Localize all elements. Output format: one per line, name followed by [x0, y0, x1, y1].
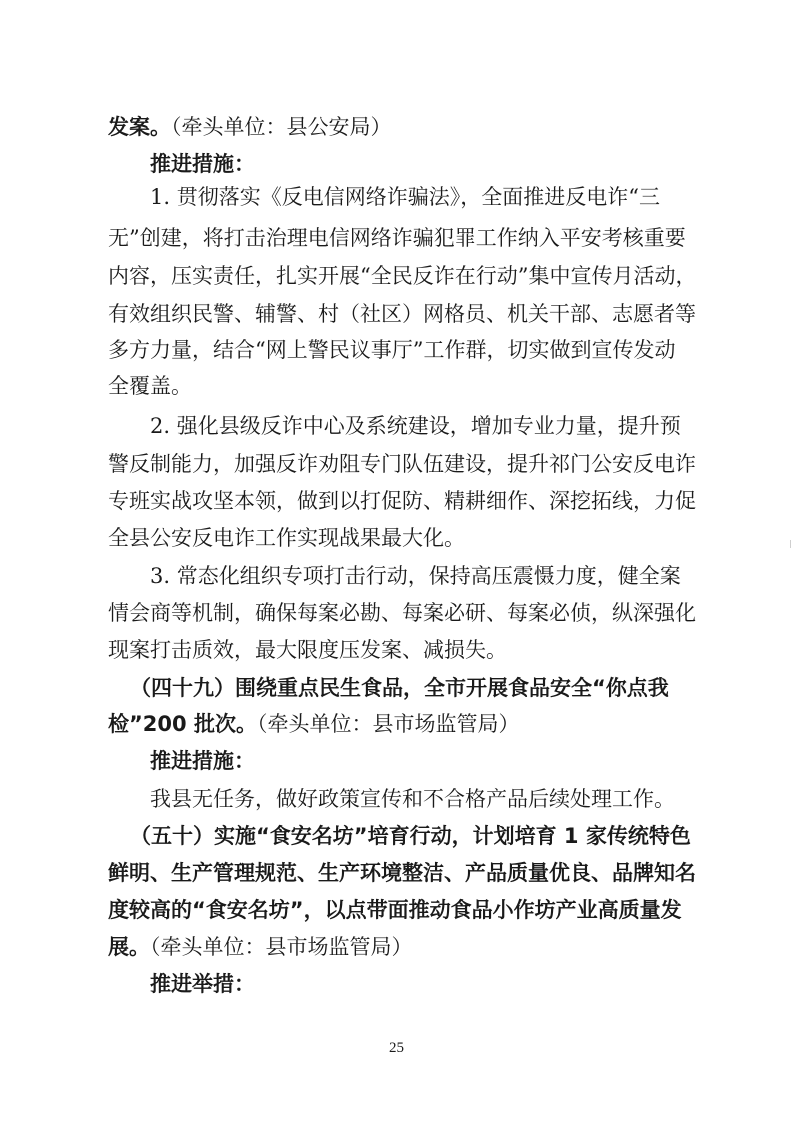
- item-heading: [0, 896, 793, 924]
- normal-text: 2. 强化县级反诈中心及系统建设，增加专业力量，提升预: [150, 414, 681, 438]
- item-heading: [0, 674, 793, 702]
- paragraph-line: [0, 183, 793, 211]
- normal-text: （牵头单位：县公安局）: [171, 115, 392, 139]
- paragraph-line: [0, 562, 793, 590]
- paragraph-line: [0, 300, 793, 328]
- bold-text: 展。: [108, 935, 150, 959]
- normal-text: 警反制能力，加强反诈劝阻专门队伍建设，提升祁门公安反电诈: [108, 452, 696, 476]
- page-number: 25: [389, 1040, 404, 1056]
- item-heading: [0, 710, 793, 738]
- normal-text: 情会商等机制，确保每案必勘、每案必研、每案必侦，纵深强化: [108, 601, 696, 625]
- normal-text: （牵头单位：县市场监管局）: [150, 935, 413, 959]
- bold-text: （五十）实施“食安名坊”培育行动，计划培育 1 家传统特色: [130, 824, 691, 848]
- paragraph-line: [0, 599, 793, 627]
- normal-text: 1. 贯彻落实《反电信网络诈骗法》，全面推进反电诈“三: [150, 185, 660, 209]
- text-line: [0, 113, 793, 141]
- paragraph-line: [0, 372, 793, 400]
- bold-text: 发案。: [108, 115, 171, 139]
- paragraph-line: [0, 336, 793, 364]
- normal-text: 3. 常态化组织专项打击行动，保持高压震慑力度，健全案: [150, 564, 681, 588]
- item-heading: [0, 859, 793, 887]
- normal-text: （牵头单位：县市场监管局）: [256, 712, 520, 736]
- section-heading: [0, 747, 793, 775]
- bold-text: 检”200 批次。: [108, 712, 257, 736]
- bold-text: （四十九）围绕重点民生食品，全市开展食品安全“你点我: [130, 676, 669, 700]
- normal-text: 有效组织民警、辅警、村（社区）网格员、机关干部、志愿者等: [108, 302, 696, 326]
- paragraph-line: [0, 524, 793, 552]
- paragraph-line: [0, 224, 793, 252]
- section-heading: [0, 150, 793, 178]
- item-heading: [0, 822, 793, 850]
- normal-text: 内容，压实责任，扎实开展“全民反诈在行动”集中宣传月活动，: [108, 264, 697, 288]
- bold-text: 推进措施：: [150, 152, 255, 176]
- item-heading: [0, 933, 793, 961]
- normal-text: 全覆盖。: [108, 374, 192, 398]
- normal-text: 我县无任务，做好政策宣传和不合格产品后续处理工作。: [150, 787, 675, 811]
- normal-text: 全县公安反电诈工作实现战果最大化。: [108, 526, 465, 550]
- section-heading: [0, 970, 793, 998]
- normal-text: 专班实战攻坚本领，做到以打促防、精耕细作、深挖拓线，力促: [108, 489, 696, 513]
- normal-text: 现案打击质效，最大限度压发案、减损失。: [108, 638, 507, 662]
- normal-text: 无”创建，将打击治理电信网络诈骗犯罪工作纳入平安考核重要: [108, 226, 686, 250]
- bold-text: 度较高的“食安名坊”，以点带面推动食品小作坊产业高质量发: [108, 898, 682, 922]
- bold-text: 推进举措：: [150, 972, 255, 996]
- bold-text: 鲜明、生产管理规范、生产环境整洁、产品质量优良、品牌知名: [108, 861, 696, 885]
- paragraph-line: [0, 636, 793, 664]
- scan-edge-mark: [790, 540, 791, 548]
- bold-text: 推进措施：: [150, 749, 255, 773]
- paragraph-line: [0, 785, 793, 813]
- paragraph-line: [0, 262, 793, 290]
- paragraph-line: [0, 450, 793, 478]
- paragraph-line: [0, 487, 793, 515]
- normal-text: 多方力量，结合“网上警民议事厅”工作群，切实做到宣传发动: [108, 338, 676, 362]
- paragraph-line: [0, 412, 793, 440]
